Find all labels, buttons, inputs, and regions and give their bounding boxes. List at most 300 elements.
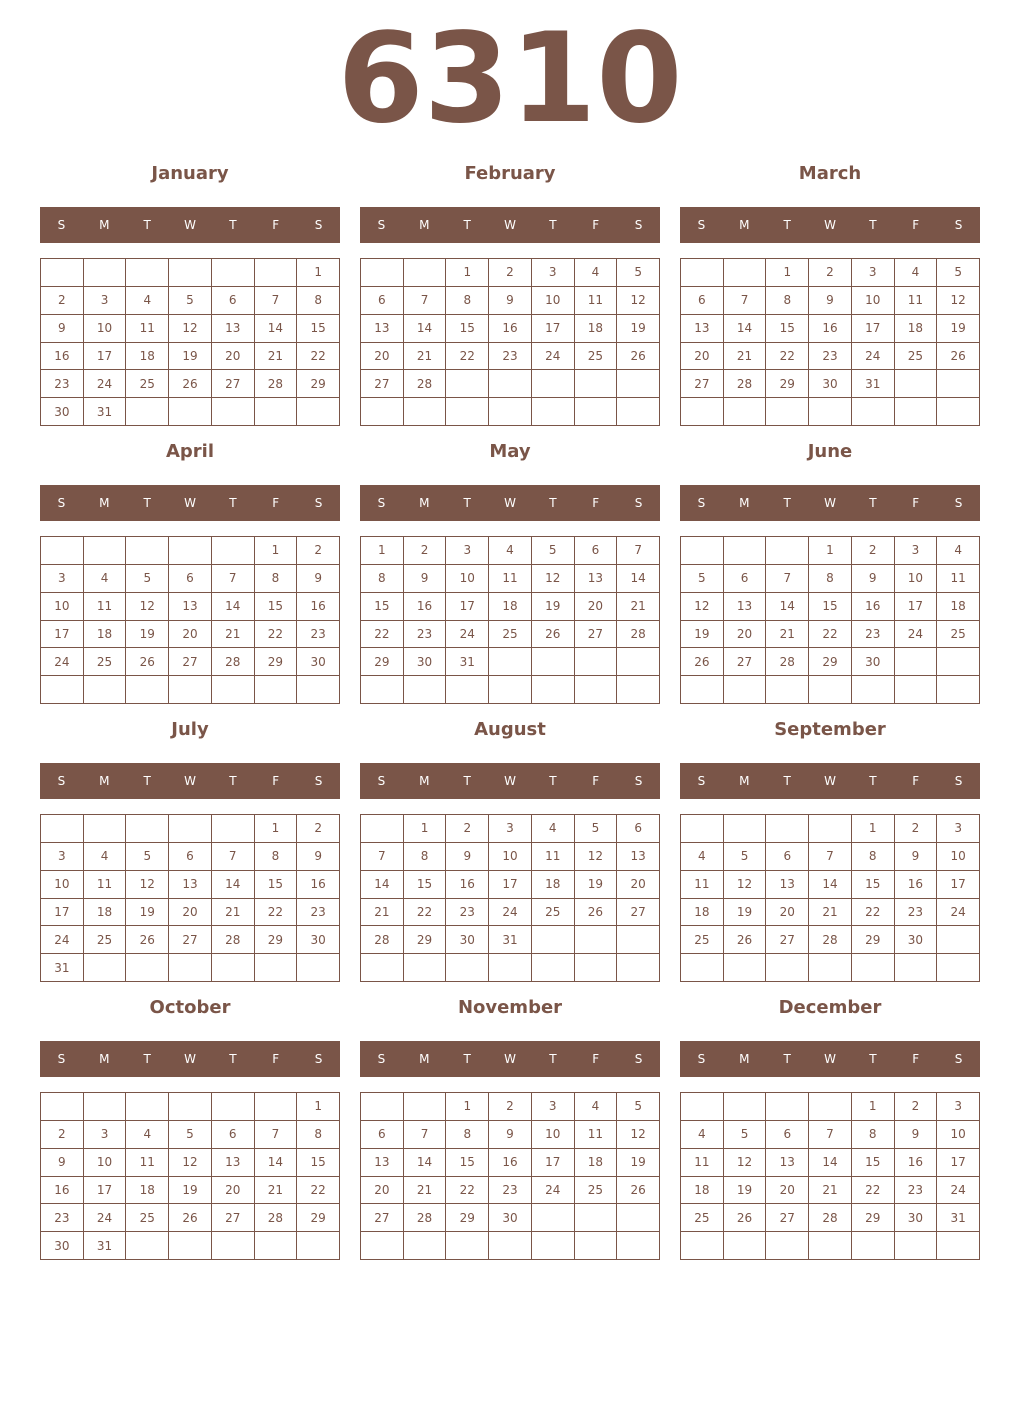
day-cell: 17: [84, 1177, 127, 1205]
day-cell: 29: [852, 1204, 895, 1232]
weekday-label: S: [377, 1052, 386, 1066]
weekday-label: T: [229, 1052, 237, 1066]
weekday-header: [360, 207, 660, 243]
day-cell: 26: [575, 899, 618, 927]
day-cell: 19: [617, 1149, 660, 1177]
empty-day-cell: [575, 926, 618, 954]
empty-day-cell: [212, 954, 255, 982]
empty-day-cell: [126, 259, 169, 287]
day-cell: 26: [126, 648, 169, 676]
day-cell: 22: [255, 621, 298, 649]
day-cell: 26: [937, 343, 980, 371]
day-cell: 8: [297, 287, 340, 315]
day-cell: 4: [937, 537, 980, 565]
day-cell: 2: [489, 1093, 532, 1121]
day-cell: 24: [937, 1177, 980, 1205]
day-cell: 5: [617, 259, 660, 287]
empty-day-cell: [895, 1232, 938, 1260]
day-cell: 21: [404, 1177, 447, 1205]
weekday-label: T: [143, 496, 151, 510]
day-cell: 14: [724, 315, 767, 343]
day-cell: 25: [532, 899, 575, 927]
weekday-label: T: [463, 496, 471, 510]
day-cell: 9: [404, 565, 447, 593]
empty-day-cell: [489, 1232, 532, 1260]
day-cell: 7: [809, 843, 852, 871]
weekday-label: F: [912, 496, 920, 510]
day-cell: 16: [852, 593, 895, 621]
day-cell: 29: [809, 648, 852, 676]
day-cell: 6: [766, 1121, 809, 1149]
weekday-label: F: [272, 496, 280, 510]
day-cell: 13: [212, 315, 255, 343]
day-cell: 24: [41, 926, 84, 954]
day-cell: 19: [617, 315, 660, 343]
empty-day-cell: [895, 370, 938, 398]
empty-day-cell: [297, 676, 340, 704]
empty-day-cell: [126, 398, 169, 426]
empty-day-cell: [724, 676, 767, 704]
empty-day-cell: [532, 398, 575, 426]
day-cell: 17: [532, 315, 575, 343]
empty-day-cell: [361, 1093, 404, 1121]
day-cell: 8: [852, 1121, 895, 1149]
day-cell: 10: [532, 1121, 575, 1149]
day-cell: 13: [575, 565, 618, 593]
empty-day-cell: [361, 954, 404, 982]
empty-day-cell: [532, 926, 575, 954]
day-cell: 5: [532, 537, 575, 565]
empty-day-cell: [255, 676, 298, 704]
day-cell: 3: [84, 287, 127, 315]
day-cell: 20: [361, 1177, 404, 1205]
day-cell: 12: [681, 593, 724, 621]
day-grid: [360, 536, 660, 704]
day-cell: 28: [766, 648, 809, 676]
day-cell: 14: [361, 871, 404, 899]
empty-day-cell: [446, 398, 489, 426]
day-cell: 21: [766, 621, 809, 649]
day-cell: 8: [361, 565, 404, 593]
empty-day-cell: [404, 676, 447, 704]
day-cell: 28: [809, 1204, 852, 1232]
day-cell: 7: [361, 843, 404, 871]
day-cell: 7: [724, 287, 767, 315]
day-cell: 7: [255, 1121, 298, 1149]
empty-day-cell: [617, 954, 660, 982]
weekday-label: S: [314, 496, 323, 510]
day-cell: 15: [255, 871, 298, 899]
empty-day-cell: [41, 676, 84, 704]
day-cell: 5: [937, 259, 980, 287]
empty-day-cell: [766, 1232, 809, 1260]
weekday-label: W: [824, 774, 836, 788]
weekday-header: [40, 763, 340, 799]
day-cell: 10: [937, 1121, 980, 1149]
day-cell: 20: [575, 593, 618, 621]
weekday-label: M: [739, 774, 750, 788]
day-cell: 27: [766, 926, 809, 954]
day-cell: 19: [169, 1177, 212, 1205]
day-cell: 22: [297, 343, 340, 371]
day-cell: 9: [297, 565, 340, 593]
weekday-label: S: [954, 774, 963, 788]
weekday-label: W: [184, 774, 196, 788]
day-cell: 26: [724, 926, 767, 954]
day-cell: 15: [852, 871, 895, 899]
empty-day-cell: [766, 815, 809, 843]
day-cell: 16: [489, 315, 532, 343]
day-cell: 7: [404, 1121, 447, 1149]
day-cell: 16: [297, 593, 340, 621]
weekday-label: S: [57, 496, 66, 510]
day-cell: 9: [489, 287, 532, 315]
empty-day-cell: [766, 954, 809, 982]
weekday-label: T: [463, 218, 471, 232]
day-cell: 18: [489, 593, 532, 621]
day-cell: 16: [297, 871, 340, 899]
empty-day-cell: [297, 1232, 340, 1260]
day-cell: 26: [126, 926, 169, 954]
day-cell: 19: [575, 871, 618, 899]
day-cell: 19: [937, 315, 980, 343]
day-cell: 30: [297, 648, 340, 676]
day-cell: 31: [937, 1204, 980, 1232]
day-grid: [360, 258, 660, 426]
day-cell: 20: [766, 899, 809, 927]
weekday-label: F: [592, 218, 600, 232]
empty-day-cell: [446, 1232, 489, 1260]
day-cell: 30: [446, 926, 489, 954]
weekday-label: F: [912, 218, 920, 232]
day-cell: 1: [446, 1093, 489, 1121]
empty-day-cell: [212, 398, 255, 426]
empty-day-cell: [724, 259, 767, 287]
day-cell: 2: [446, 815, 489, 843]
day-cell: 29: [297, 370, 340, 398]
day-cell: 11: [575, 287, 618, 315]
weekday-label: T: [463, 1052, 471, 1066]
day-cell: 31: [446, 648, 489, 676]
empty-day-cell: [41, 815, 84, 843]
day-cell: 6: [617, 815, 660, 843]
empty-day-cell: [809, 815, 852, 843]
weekday-label: S: [377, 496, 386, 510]
day-cell: 26: [724, 1204, 767, 1232]
day-cell: 20: [361, 343, 404, 371]
empty-day-cell: [937, 954, 980, 982]
weekday-label: M: [419, 496, 430, 510]
day-cell: 3: [84, 1121, 127, 1149]
day-grid: [680, 1092, 980, 1260]
day-cell: 3: [489, 815, 532, 843]
day-cell: 25: [895, 343, 938, 371]
day-cell: 19: [532, 593, 575, 621]
day-cell: 9: [809, 287, 852, 315]
empty-day-cell: [489, 648, 532, 676]
day-cell: 31: [41, 954, 84, 982]
day-cell: 23: [41, 370, 84, 398]
empty-day-cell: [937, 926, 980, 954]
day-cell: 31: [489, 926, 532, 954]
day-cell: 8: [404, 843, 447, 871]
day-cell: 5: [575, 815, 618, 843]
day-cell: 17: [41, 899, 84, 927]
day-cell: 12: [169, 1149, 212, 1177]
day-cell: 17: [84, 343, 127, 371]
day-cell: 10: [489, 843, 532, 871]
day-cell: 24: [532, 343, 575, 371]
day-cell: 9: [297, 843, 340, 871]
weekday-header: [360, 485, 660, 521]
day-cell: 14: [212, 593, 255, 621]
day-cell: 16: [895, 1149, 938, 1177]
empty-day-cell: [575, 1232, 618, 1260]
weekday-label: T: [229, 218, 237, 232]
day-cell: 22: [766, 343, 809, 371]
empty-day-cell: [255, 1232, 298, 1260]
weekday-label: F: [912, 1052, 920, 1066]
day-cell: 20: [169, 899, 212, 927]
day-cell: 25: [681, 926, 724, 954]
weekday-label: T: [783, 496, 791, 510]
day-cell: 7: [212, 565, 255, 593]
day-cell: 12: [724, 871, 767, 899]
day-cell: 24: [852, 343, 895, 371]
weekday-label: S: [954, 1052, 963, 1066]
weekday-label: S: [634, 774, 643, 788]
weekday-label: S: [377, 774, 386, 788]
empty-day-cell: [84, 1093, 127, 1121]
day-cell: 2: [489, 259, 532, 287]
day-cell: 12: [575, 843, 618, 871]
day-cell: 15: [852, 1149, 895, 1177]
weekday-label: S: [634, 1052, 643, 1066]
day-cell: 13: [212, 1149, 255, 1177]
month-name: April: [165, 441, 215, 462]
day-cell: 28: [212, 648, 255, 676]
day-cell: 15: [766, 315, 809, 343]
weekday-label: W: [504, 1052, 516, 1066]
weekday-label: M: [99, 496, 110, 510]
day-cell: 14: [617, 565, 660, 593]
day-cell: 10: [446, 565, 489, 593]
day-cell: 10: [84, 315, 127, 343]
weekday-label: S: [634, 218, 643, 232]
day-cell: 18: [84, 899, 127, 927]
empty-day-cell: [575, 1204, 618, 1232]
day-cell: 10: [895, 565, 938, 593]
day-cell: 30: [41, 1232, 84, 1260]
day-grid: [40, 536, 340, 704]
day-grid: [40, 258, 340, 426]
empty-day-cell: [852, 398, 895, 426]
day-grid: [40, 814, 340, 982]
weekday-label: T: [463, 774, 471, 788]
day-cell: 12: [126, 871, 169, 899]
day-cell: 22: [852, 1177, 895, 1205]
day-cell: 14: [766, 593, 809, 621]
day-cell: 9: [895, 1121, 938, 1149]
day-cell: 31: [852, 370, 895, 398]
weekday-label: T: [143, 218, 151, 232]
weekday-label: T: [143, 774, 151, 788]
empty-day-cell: [532, 954, 575, 982]
day-cell: 9: [489, 1121, 532, 1149]
day-cell: 11: [681, 1149, 724, 1177]
empty-day-cell: [169, 259, 212, 287]
weekday-label: M: [99, 774, 110, 788]
day-cell: 21: [361, 899, 404, 927]
day-cell: 6: [169, 843, 212, 871]
empty-day-cell: [852, 1232, 895, 1260]
weekday-label: S: [57, 1052, 66, 1066]
weekday-label: T: [783, 774, 791, 788]
day-cell: 9: [852, 565, 895, 593]
day-cell: 18: [937, 593, 980, 621]
day-cell: 25: [681, 1204, 724, 1232]
day-cell: 21: [809, 899, 852, 927]
day-cell: 2: [41, 1121, 84, 1149]
empty-day-cell: [532, 648, 575, 676]
empty-day-cell: [532, 1204, 575, 1232]
day-cell: 20: [212, 343, 255, 371]
day-cell: 4: [532, 815, 575, 843]
weekday-label: W: [504, 774, 516, 788]
day-cell: 19: [724, 1177, 767, 1205]
weekday-label: T: [549, 496, 557, 510]
weekday-label: S: [697, 496, 706, 510]
month-name: December: [778, 997, 882, 1018]
day-cell: 18: [84, 621, 127, 649]
day-cell: 8: [852, 843, 895, 871]
day-cell: 16: [895, 871, 938, 899]
weekday-header: [360, 763, 660, 799]
day-cell: 11: [126, 1149, 169, 1177]
day-cell: 13: [361, 1149, 404, 1177]
empty-day-cell: [489, 398, 532, 426]
day-cell: 15: [255, 593, 298, 621]
empty-day-cell: [895, 954, 938, 982]
empty-day-cell: [446, 954, 489, 982]
empty-day-cell: [297, 398, 340, 426]
day-cell: 15: [297, 315, 340, 343]
day-cell: 15: [446, 315, 489, 343]
day-cell: 22: [809, 621, 852, 649]
day-cell: 22: [361, 621, 404, 649]
day-grid: [680, 258, 980, 426]
day-cell: 17: [937, 871, 980, 899]
empty-day-cell: [681, 676, 724, 704]
day-cell: 21: [809, 1177, 852, 1205]
day-cell: 3: [937, 1093, 980, 1121]
empty-day-cell: [895, 648, 938, 676]
day-cell: 29: [255, 648, 298, 676]
weekday-label: T: [869, 774, 877, 788]
weekday-label: F: [912, 774, 920, 788]
day-cell: 3: [446, 537, 489, 565]
empty-day-cell: [169, 1232, 212, 1260]
day-cell: 4: [84, 843, 127, 871]
empty-day-cell: [809, 1093, 852, 1121]
day-cell: 26: [681, 648, 724, 676]
empty-day-cell: [681, 259, 724, 287]
weekday-header: [40, 485, 340, 521]
day-cell: 29: [766, 370, 809, 398]
day-cell: 25: [84, 648, 127, 676]
day-cell: 28: [404, 370, 447, 398]
day-cell: 20: [169, 621, 212, 649]
empty-day-cell: [361, 398, 404, 426]
day-cell: 12: [937, 287, 980, 315]
empty-day-cell: [169, 1093, 212, 1121]
day-cell: 30: [297, 926, 340, 954]
day-cell: 27: [169, 648, 212, 676]
day-cell: 29: [446, 1204, 489, 1232]
weekday-label: M: [419, 774, 430, 788]
empty-day-cell: [84, 537, 127, 565]
day-cell: 8: [809, 565, 852, 593]
day-cell: 1: [255, 537, 298, 565]
weekday-label: T: [549, 774, 557, 788]
weekday-label: T: [869, 496, 877, 510]
weekday-label: W: [504, 496, 516, 510]
weekday-label: M: [739, 496, 750, 510]
day-cell: 10: [41, 871, 84, 899]
weekday-header: [40, 1041, 340, 1077]
day-cell: 31: [84, 1232, 127, 1260]
month-name: May: [489, 441, 531, 462]
day-cell: 21: [255, 343, 298, 371]
day-cell: 26: [169, 370, 212, 398]
day-cell: 10: [532, 287, 575, 315]
day-cell: 24: [937, 899, 980, 927]
day-cell: 11: [681, 871, 724, 899]
empty-day-cell: [212, 1093, 255, 1121]
day-cell: 22: [446, 1177, 489, 1205]
weekday-label: M: [99, 1052, 110, 1066]
day-cell: 15: [404, 871, 447, 899]
weekday-label: W: [184, 1052, 196, 1066]
empty-day-cell: [404, 1093, 447, 1121]
day-grid: [360, 1092, 660, 1260]
empty-day-cell: [361, 259, 404, 287]
day-cell: 22: [852, 899, 895, 927]
empty-day-cell: [126, 676, 169, 704]
day-cell: 6: [681, 287, 724, 315]
empty-day-cell: [297, 954, 340, 982]
day-cell: 3: [532, 1093, 575, 1121]
day-cell: 14: [255, 1149, 298, 1177]
weekday-label: S: [697, 774, 706, 788]
day-cell: 2: [404, 537, 447, 565]
month-name: July: [171, 719, 209, 740]
empty-day-cell: [766, 1093, 809, 1121]
weekday-label: S: [314, 218, 323, 232]
day-cell: 2: [852, 537, 895, 565]
day-cell: 29: [255, 926, 298, 954]
day-cell: 26: [532, 621, 575, 649]
weekday-label: W: [184, 218, 196, 232]
day-cell: 2: [41, 287, 84, 315]
day-cell: 17: [446, 593, 489, 621]
day-cell: 6: [724, 565, 767, 593]
day-cell: 5: [724, 1121, 767, 1149]
day-cell: 28: [212, 926, 255, 954]
day-cell: 12: [126, 593, 169, 621]
day-cell: 20: [766, 1177, 809, 1205]
empty-day-cell: [617, 1232, 660, 1260]
